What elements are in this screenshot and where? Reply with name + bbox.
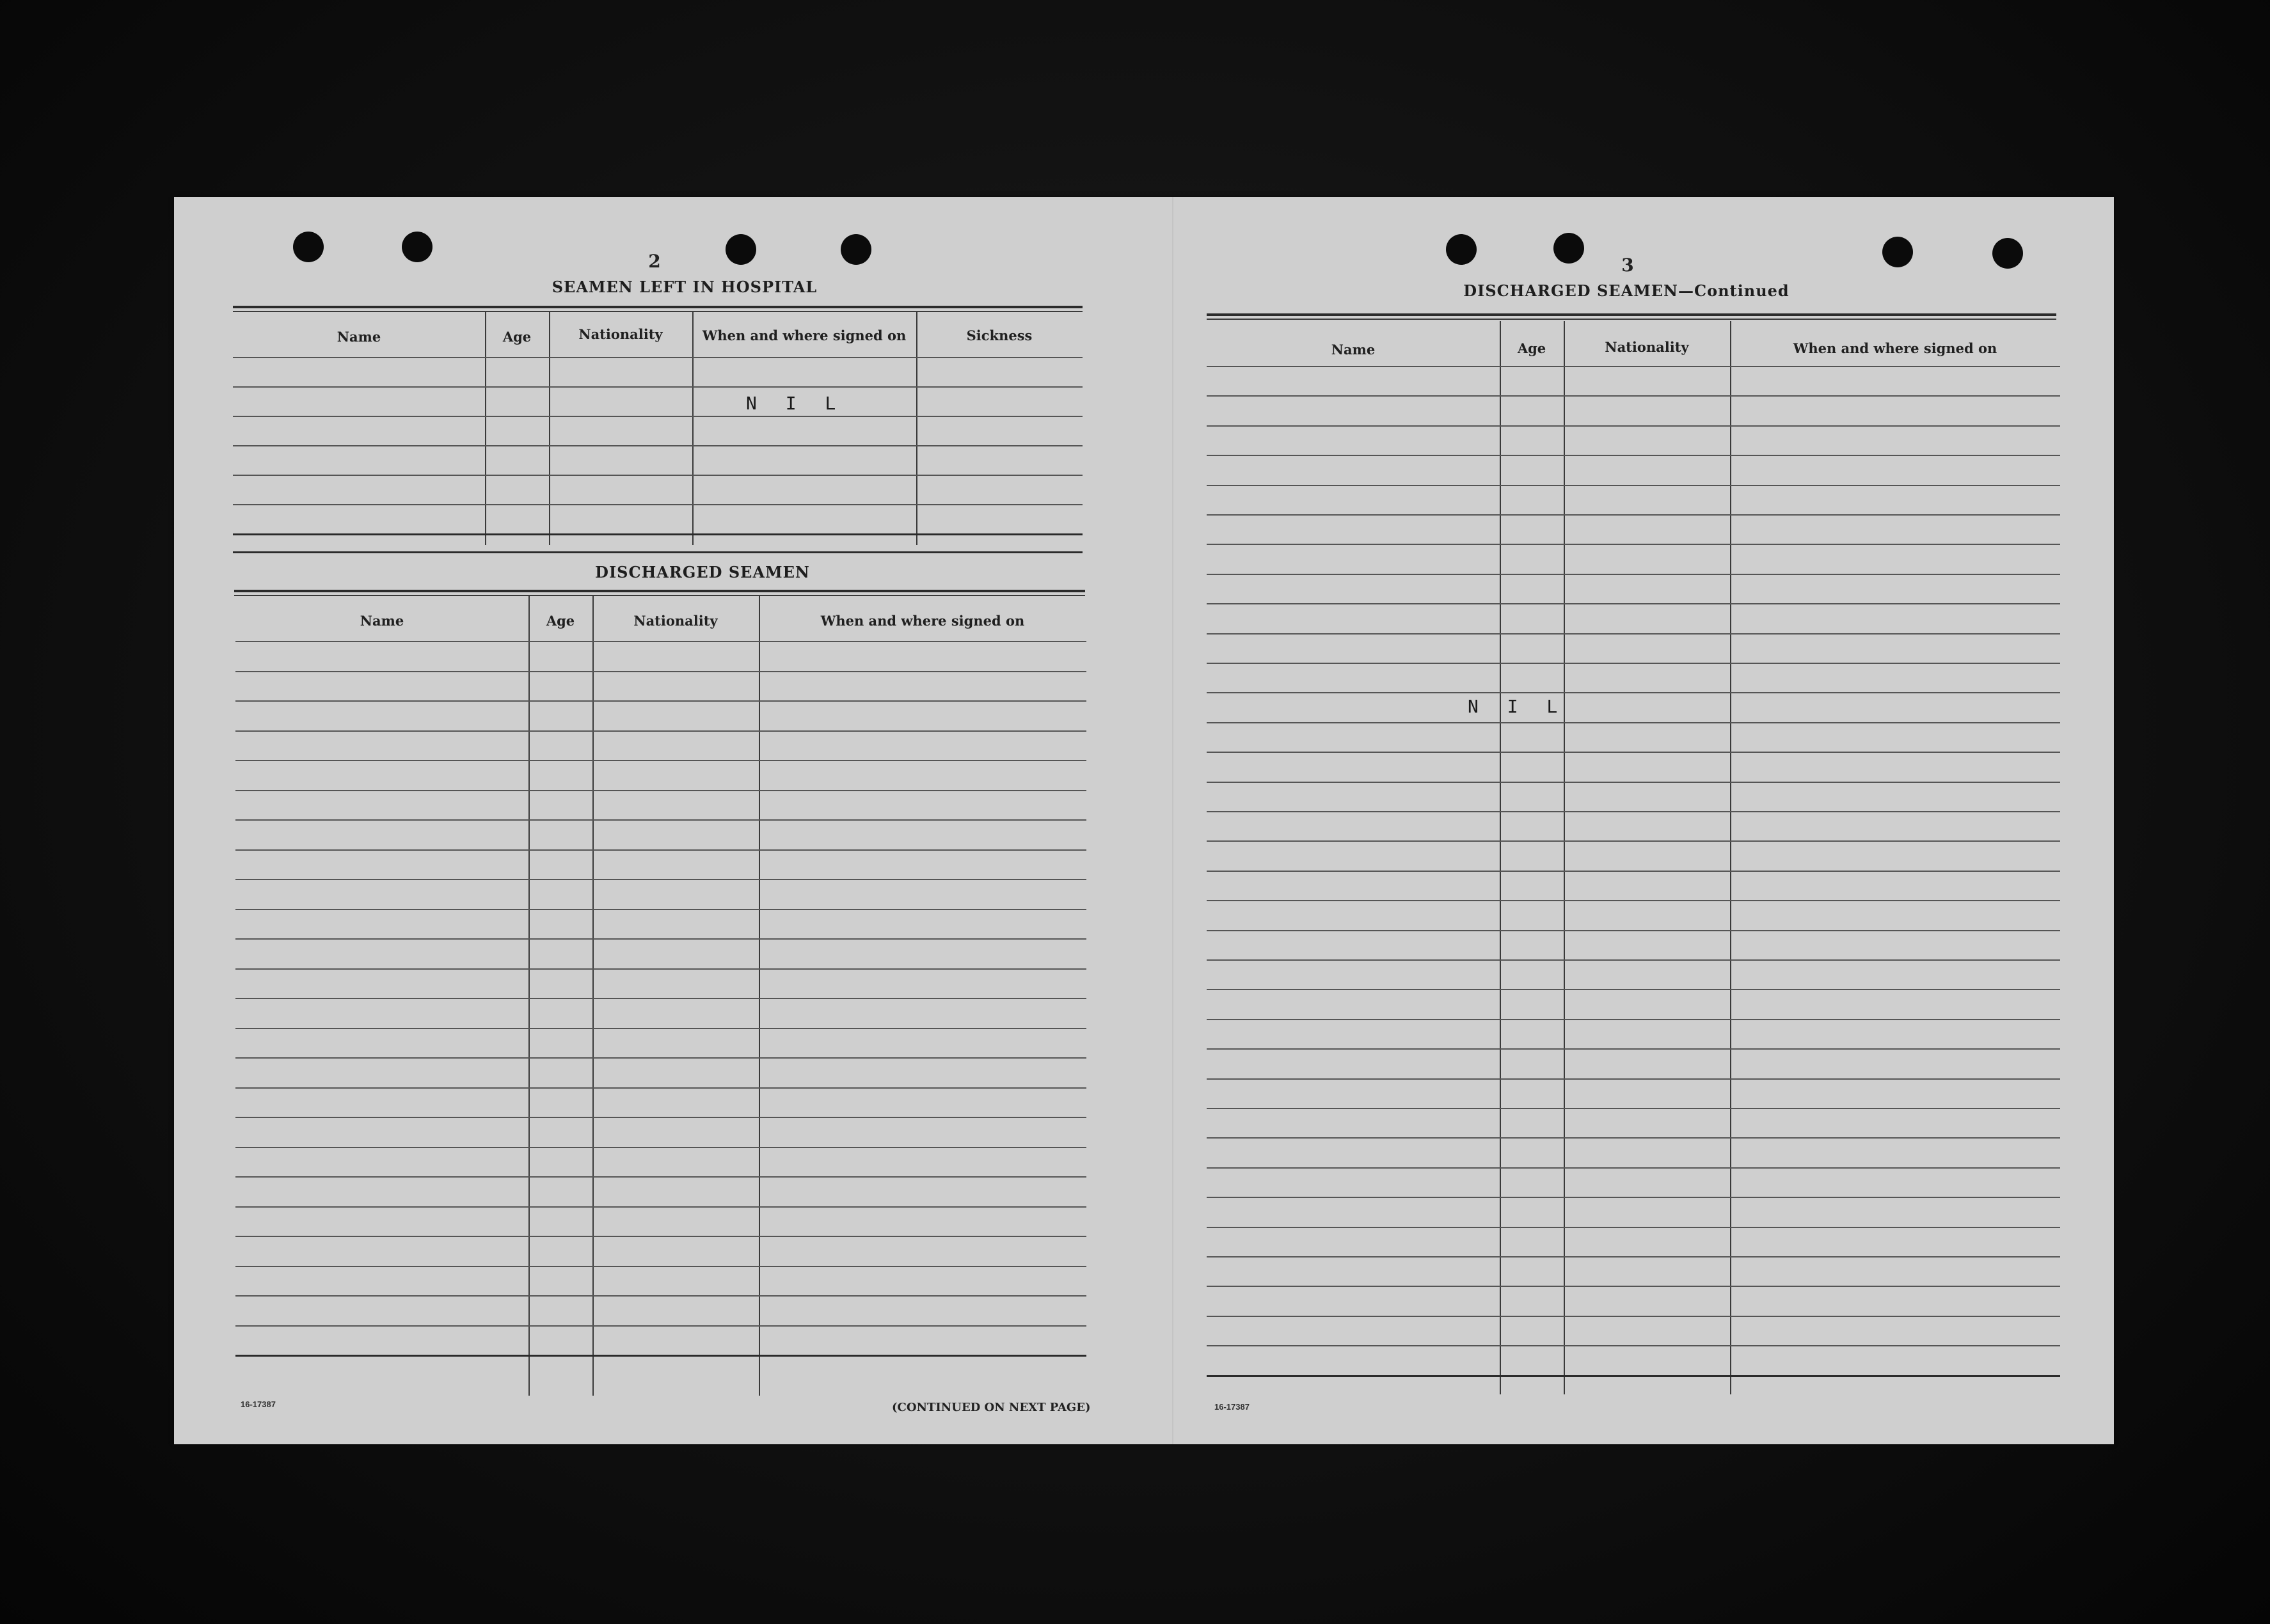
table-row [233, 475, 1083, 476]
table-row [235, 700, 1086, 702]
column-divider [1564, 321, 1565, 1394]
table-row [235, 1087, 1086, 1089]
column-header-signed-on: When and where signed on [702, 327, 907, 343]
hospital-bottom-rule [233, 551, 1083, 553]
table-row [1207, 514, 2060, 516]
table-row [1207, 455, 2060, 456]
table-row [235, 1206, 1086, 1208]
punch-hole [402, 232, 433, 262]
table-row [1207, 603, 2060, 604]
punch-hole [841, 234, 871, 265]
table-row [235, 760, 1086, 761]
table-row [1207, 1048, 2060, 1050]
table-row [1207, 1078, 2060, 1080]
page-number-right: 3 [1621, 255, 1634, 276]
table-row [235, 998, 1086, 999]
table-row [233, 533, 1083, 535]
column-header-name: Name [360, 613, 404, 629]
ledger-spread [174, 197, 2114, 1444]
table-row [1207, 930, 2060, 931]
discharged-continued-title: DISCHARGED SEAMEN—Continued [1463, 281, 1790, 300]
hospital-top-rule [233, 306, 1083, 308]
table-row [1207, 1316, 2060, 1317]
column-divider [485, 312, 486, 545]
table-row [235, 1028, 1086, 1029]
table-row [233, 445, 1083, 446]
column-divider [528, 596, 530, 1396]
punch-hole [1882, 237, 1913, 267]
table-row [233, 386, 1083, 388]
table-row [235, 1176, 1086, 1178]
table-row [1207, 1286, 2060, 1287]
column-header-signed-on: When and where signed on [820, 613, 1025, 629]
punch-hole [1992, 238, 2023, 269]
column-header-nationality: Nationality [1605, 339, 1689, 355]
table-row [1207, 663, 2060, 664]
column-divider [1500, 321, 1501, 1394]
column-divider [916, 312, 917, 545]
table-row [235, 1355, 1086, 1357]
column-header-sickness: Sickness [966, 327, 1033, 343]
table-row [1207, 959, 2060, 961]
table-row [235, 671, 1086, 672]
table-row [1207, 1108, 2060, 1109]
table-row [235, 1325, 1086, 1327]
table-row [1207, 840, 2060, 842]
column-header-age: Age [546, 613, 575, 629]
punch-hole [293, 232, 324, 262]
column-header-nationality: Nationality [578, 326, 663, 342]
table-row [1207, 900, 2060, 901]
table-row [1207, 722, 2060, 723]
right-top-rule [1207, 313, 2056, 316]
table-row [1207, 1137, 2060, 1139]
table-row [1207, 811, 2060, 812]
column-divider [1730, 321, 1731, 1394]
table-row [235, 879, 1086, 880]
continued-note: (CONTINUED ON NEXT PAGE) [892, 1401, 1091, 1414]
table-row [1207, 1375, 2060, 1377]
table-row [1207, 1167, 2060, 1169]
table-row [1207, 1227, 2060, 1228]
nil-entry: N I L [1468, 696, 1567, 717]
column-header-name: Name [337, 329, 381, 345]
table-row [1207, 574, 2060, 575]
punch-hole [1446, 234, 1477, 265]
table-row [235, 1117, 1086, 1118]
table-row [1207, 1256, 2060, 1257]
table-row [235, 1236, 1086, 1237]
table-row [233, 416, 1083, 417]
table-row [1207, 692, 2060, 693]
column-divider [692, 312, 694, 545]
table-row [1207, 1345, 2060, 1346]
table-row [1207, 366, 2060, 367]
table-row [1207, 1019, 2060, 1020]
table-row [1207, 633, 2060, 635]
table-row [1207, 544, 2060, 545]
column-header-age: Age [502, 329, 532, 345]
center-fold [1172, 197, 1173, 1444]
right-top-rule-thin [1207, 319, 2056, 320]
table-row [235, 1147, 1086, 1148]
table-row [233, 357, 1083, 358]
table-row [1207, 752, 2060, 753]
table-row [235, 968, 1086, 970]
form-code-right: 16-17387 [1214, 1402, 1250, 1412]
column-header-name: Name [1331, 342, 1376, 358]
table-row [1207, 425, 2060, 427]
table-row [235, 819, 1086, 821]
hospital-section-title: SEAMEN LEFT IN HOSPITAL [552, 278, 818, 296]
discharged-top-rule [234, 590, 1085, 592]
form-code-left: 16-17387 [241, 1399, 276, 1409]
discharged-table-left [235, 596, 1086, 1396]
page-number-left: 2 [648, 251, 661, 272]
column-divider [759, 596, 760, 1396]
table-row [235, 909, 1086, 910]
table-row [1207, 1197, 2060, 1198]
nil-entry: N I L [746, 393, 845, 414]
column-header-nationality: Nationality [633, 613, 718, 629]
table-row [235, 641, 1086, 642]
punch-hole [726, 234, 756, 265]
table-row [1207, 395, 2060, 397]
column-divider [592, 596, 594, 1396]
table-row [1207, 871, 2060, 872]
table-row [235, 1295, 1086, 1297]
punch-hole [1553, 233, 1584, 264]
discharged-table-right [1207, 321, 2060, 1394]
column-divider [549, 312, 550, 545]
table-row [235, 938, 1086, 940]
table-row [235, 790, 1086, 791]
table-row [1207, 485, 2060, 486]
table-row [1207, 782, 2060, 783]
table-row [233, 504, 1083, 505]
table-row [235, 849, 1086, 851]
column-header-signed-on: When and where signed on [1793, 340, 1997, 356]
hospital-table [233, 312, 1083, 545]
table-row [235, 1266, 1086, 1267]
table-row [235, 1057, 1086, 1059]
table-row [1207, 989, 2060, 990]
table-row [235, 730, 1086, 732]
column-header-age: Age [1517, 340, 1546, 356]
discharged-section-title: DISCHARGED SEAMEN [595, 563, 810, 581]
